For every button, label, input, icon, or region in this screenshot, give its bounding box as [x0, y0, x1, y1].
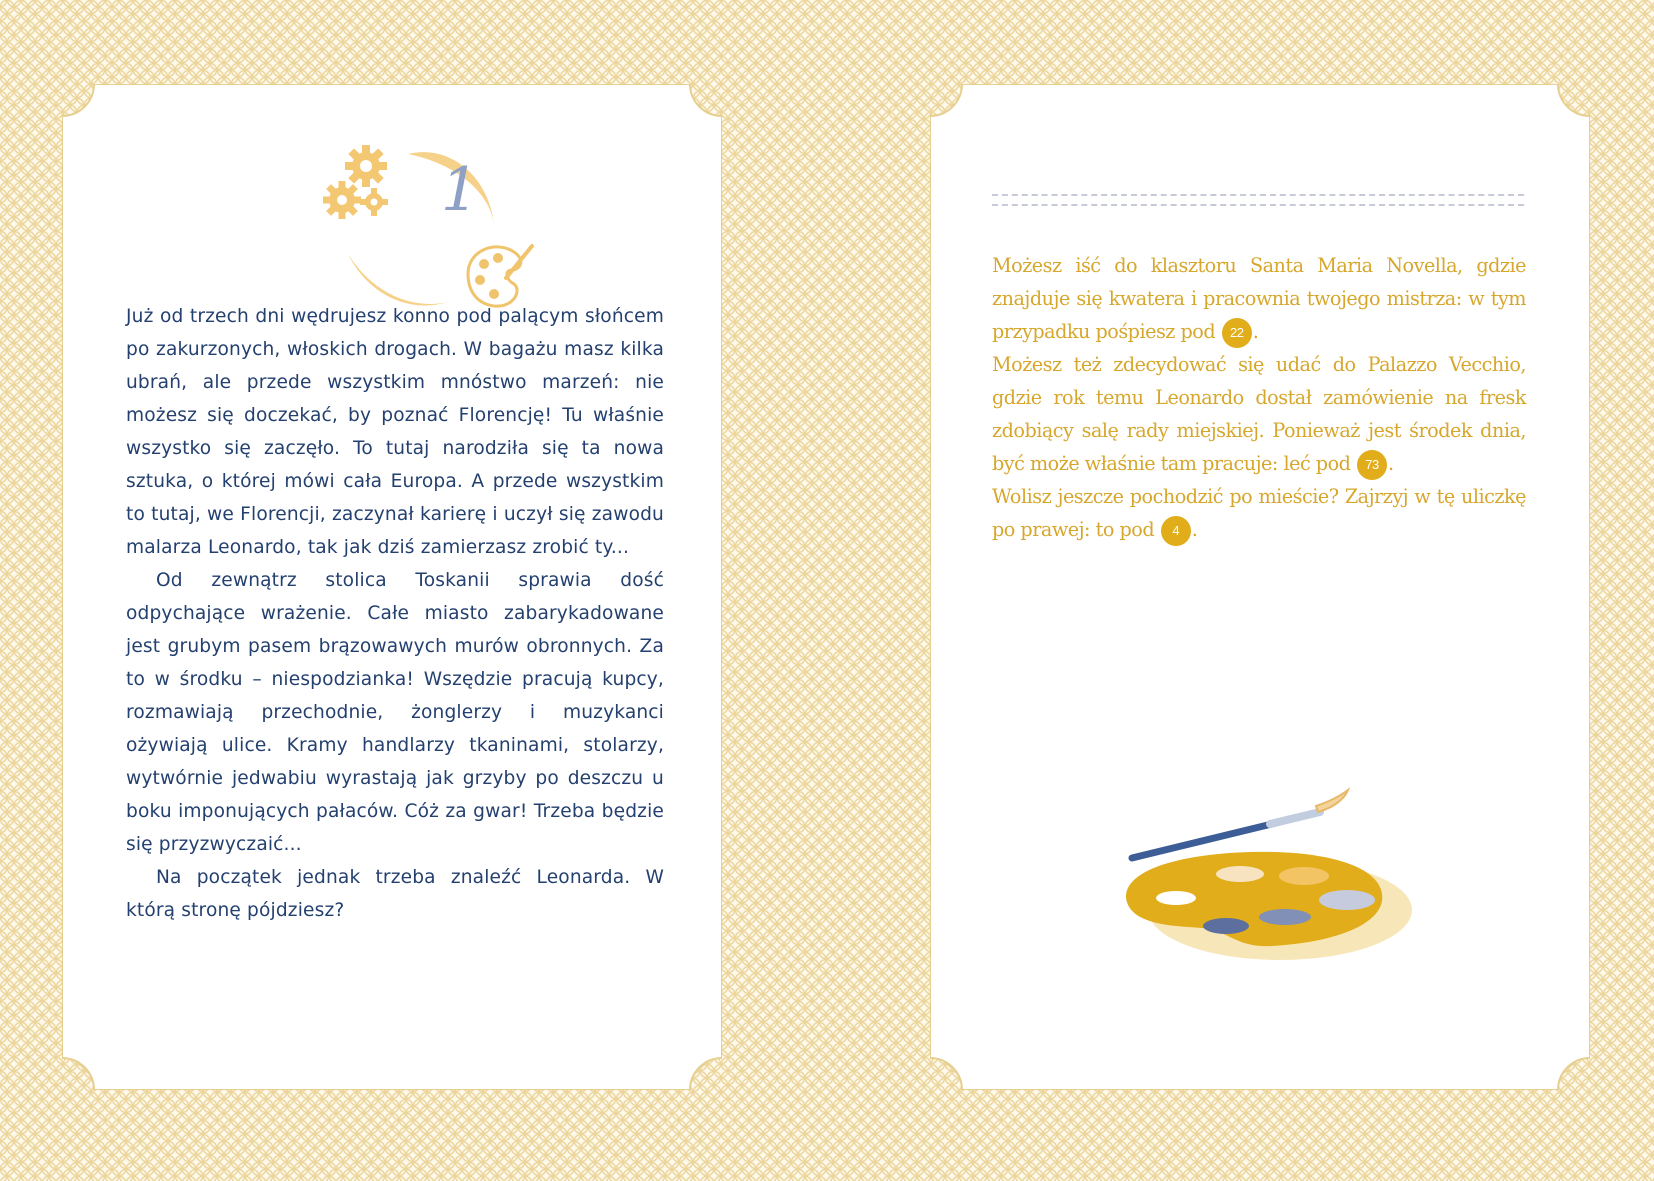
- choice-text: Wolisz jeszcze pochodzić po mieście? Zajrzyj w tę uliczkę po prawej: to pod: [992, 485, 1526, 541]
- choice-text: Możesz też zdecydować się udać do Palazzo Vecchio, gdzie rok temu Leonardo dostał zamówienie na fresk zdobiący salę rady miejskiej. Ponieważ jest środek dnia, być może właśnie tam pracuje: leć pod: [992, 353, 1526, 475]
- choice-punct: .: [1388, 452, 1394, 475]
- dashed-divider: [992, 194, 1524, 206]
- choice-paragraph: [992, 249, 1526, 348]
- choice-text: Możesz iść do klasztoru Santa Maria Novella, gdzie znajduje się kwatera i pracownia twojego mistrza: w tym przypadku pośpiesz pod: [992, 254, 1526, 343]
- chapter-number: 1: [440, 155, 480, 225]
- choices-text: [992, 249, 1526, 546]
- choice-paragraph: [992, 348, 1526, 480]
- choice-paragraph: [992, 480, 1526, 546]
- choice-punct: .: [1191, 518, 1198, 541]
- paragraph: Na początek jednak trzeba znaleźć Leonarda. W którą stronę pójdziesz?: [126, 867, 664, 921]
- right-page: [930, 84, 1590, 1090]
- paintbrush-icon: [1132, 790, 1348, 858]
- section-badge[interactable]: 22: [1222, 318, 1252, 348]
- paragraph: Już od trzech dni wędrujesz konno pod palącym słońcem po zakurzonych, włoskich drogach. W bagażu masz kilka ubrań, ale przede wszystkim mnóstwo marzeń: nie możesz się doczekać, by poznać Florencję! Tu właśnie wszystko się zaczęło. To tutaj narodziła się ta nowa sztuka, o której mówi cała Europa. A przede wszystkim to tutaj, we Florencji, zaczynał karierę i uczył się zawodu malarza Leonardo, tak jak dziś zamierzasz zrobić ty...: [126, 306, 664, 558]
- paint-palette-icon: [1120, 732, 1430, 972]
- section-badge[interactable]: 73: [1357, 450, 1387, 480]
- choice-punct: .: [1252, 320, 1259, 343]
- left-page: [62, 84, 722, 1090]
- section-badge[interactable]: 4: [1161, 516, 1191, 546]
- paragraph: Od zewnątrz stolica Toskanii sprawia dość odpychające wrażenie. Całe miasto zabarykadowane jest grubym pasem brązowawych murów obronnych. Za to w środku – niespodzianka! Wszędzie pracują kupcy, rozmawiają przechodnie, żonglerzy i muzykanci ożywiają ulice. Kramy handlarzy tkaninami, stolarzy, wytwórnie jedwabiu wyrastają jak grzyby po deszczu u boku imponujących pałaców. Cóż za gwar! Trzeba będzie się przyzwyczaić...: [126, 570, 664, 855]
- chapter-body-text: [126, 300, 664, 927]
